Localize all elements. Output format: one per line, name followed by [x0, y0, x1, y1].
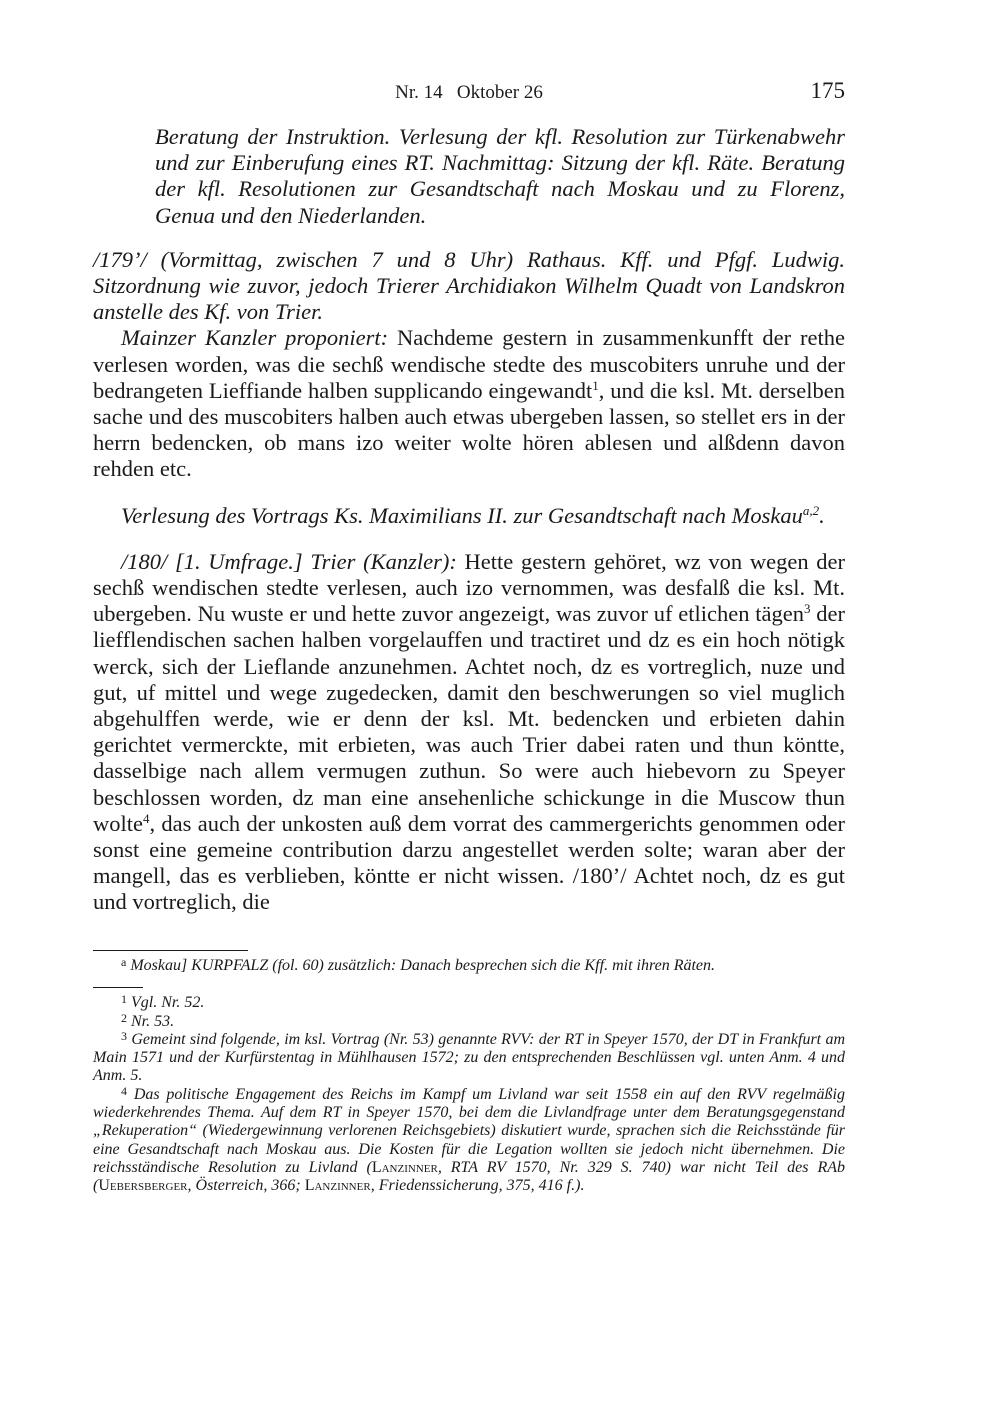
reading-end: . [819, 502, 825, 528]
paragraph-text: Nachdeme gestern in zusammenkunfft der rethe verlesen worden, was die sechß wendische stedte des muscobiters unruhe und der bedrangeten Lieffiande halben supplicando eingewandt [93, 325, 845, 403]
session-note: /179’/ (Vormittag, zwischen 7 und 8 Uhr) Rathaus. Kff. und Pfgf. Ludwig. Sitzordnung wie zuvor, jedoch Trierer Archidiakon Wilhelm Quadt von Landskron anstelle des Kf. von Trier. [93, 246, 845, 325]
footnote-mark: 4 [121, 1083, 127, 1098]
footnote-ref: 4 [143, 810, 150, 826]
reading-text: Verlesung des Vortrags Ks. Maximilians II. zur Gesandtschaft nach Moskau [121, 502, 803, 528]
footnote-text: Das politische Engagement des Reichs im Kampf um Livland war seit 1558 ein auf den RVV regelmäßig wiederkehrendes Thema. Auf dem RT in Speyer 1570, bei dem die Livlandfrage unter dem Beratungsgegenstand „Rekuperation“ (Wiedergewinnung verlorenen Reichsgebiets) diskutiert wurde, sprachen sich die Reichsstände für eine Gesandtschaft nach Moskau aus. Die Kosten für die Legation wollten sie jedoch nicht übernehmen. Die reichsständische Resolution zu Livland ( [93, 1085, 846, 1176]
footnote-mark: 2 [121, 1010, 127, 1025]
author-name: Lanzinner [304, 1177, 371, 1195]
author-name: Uebersberger [98, 1177, 188, 1195]
page-header [93, 80, 845, 108]
footnote-text: Nr. 53. [131, 1012, 175, 1030]
footnote-4 [93, 1083, 846, 1196]
footnote-mark: 3 [121, 1028, 127, 1043]
footnote-1 [93, 994, 845, 1012]
footnote-text: Vgl. Nr. 52. [131, 994, 205, 1012]
footnote-text: Gemeint sind folgende, im ksl. Vortrag (Nr. 53) genannte RVV: der RT in Speyer 1570, der DT in Frankfurt am Main 1571 und der Kurfürstentag in Mühlhausen 1572; zu den entsprechenden Beschlüssen vgl. unten Anm. 4 und Anm. 5. [93, 1030, 845, 1085]
footnote-text: , Österreich, 366; [187, 1177, 305, 1195]
footnote-ref: 3 [804, 601, 811, 617]
footnote-3 [93, 1028, 845, 1086]
footnote-2 [93, 1010, 845, 1031]
footnotes [93, 950, 845, 1196]
footnote-rule [93, 950, 248, 951]
page-number: 175 [810, 78, 845, 103]
footnote-ref: 1 [592, 377, 599, 393]
paragraph-text: Hette gestern gehöret, wz von wegen der sechß wendischen stedte verlesen, auch izo vernommen, was desfalß die ksl. Mt. ubergeben. Nu wuste er und hette zuvor angezeigt, was zuvor uf etlichen tägen [93, 548, 846, 627]
document-summary: Beratung der Instruktion. Verlesung der kfl. Resolution zur Türkenabwehr und zur Einberufung eines RT. Nachmittag: Sitzung der kfl. Räte. Beratung der kfl. Resolutionen zur Gesandtschaft nach Moskau und zu Florenz, Genua und den Niederlanden. [155, 124, 845, 228]
footnote-rule [93, 987, 143, 988]
main-text [93, 124, 845, 916]
running-head: Nr. 14 Oktober 26 [395, 82, 543, 103]
textcritical-note [93, 957, 845, 975]
paragraph-text: , und die ksl. Mt. derselben sache und des muscobiters halben auch etwas ubergeben lassen, so stellet ers in der herrn bedencken, ob mans izo weiter wolte hören ablesen und alßdenn davon rehden etc. [93, 377, 845, 482]
paragraph-mainz-chancellor [93, 325, 845, 482]
paragraph-trier [93, 549, 845, 916]
footnote-text: , RTA RV 1570, Nr. 329 S. 740) war nicht Teil des RAb ( [93, 1158, 846, 1195]
author-name: Lanzinner [371, 1158, 438, 1176]
speaker-label: Mainzer Kanzler proponiert: [121, 325, 389, 351]
footnote-mark: a [121, 955, 127, 969]
speaker-label: /180/ [1. Umfrage.] Trier (Kanzler): [121, 548, 457, 574]
footnote-ref: a,2 [802, 502, 820, 518]
footnote-text: , Friedenssicherung, 375, 416 f.). [370, 1177, 585, 1195]
footnote-text: Moskau] KURPFALZ (fol. 60) zusätzlich: Danach besprechen sich die Kff. mit ihren Räten. [130, 957, 716, 974]
paragraph-text: , das auch der unkosten auß dem vorrat des cammergerichts genommen oder sonst eine gemeine contribution darzu angestellet werden solte; waran aber der mangell, das es verblieben, köntte er nicht wissen. /180’/ Achtet noch, dz es gut und vortreglich, die [93, 810, 845, 915]
reading-note [93, 503, 845, 529]
paragraph-text: der liefflendischen sachen halben vorgelauffen und tractiret und dz es ein hoch nötigk werck, sich der Lieflande anzunehmen. Achtet noch, dz es vortreglich, nuze und gut, uf mittel und wege zugedecken, damit den beschwerungen so viel muglich abgehulffen werde, wie er denn der ksl. Mt. bedencken und erbieten dahin gerichtet vermerckte, mit erbieten, was auch Trier dabei raten und thun köntte, dasselbige nach allem vermugen zuthun. So were auch hiebevorn zu Speyer beschlossen worden, dz man eine ansehenliche schickunge in die Muscow thun wolte [93, 601, 845, 836]
footnote-mark: 1 [121, 992, 127, 1007]
